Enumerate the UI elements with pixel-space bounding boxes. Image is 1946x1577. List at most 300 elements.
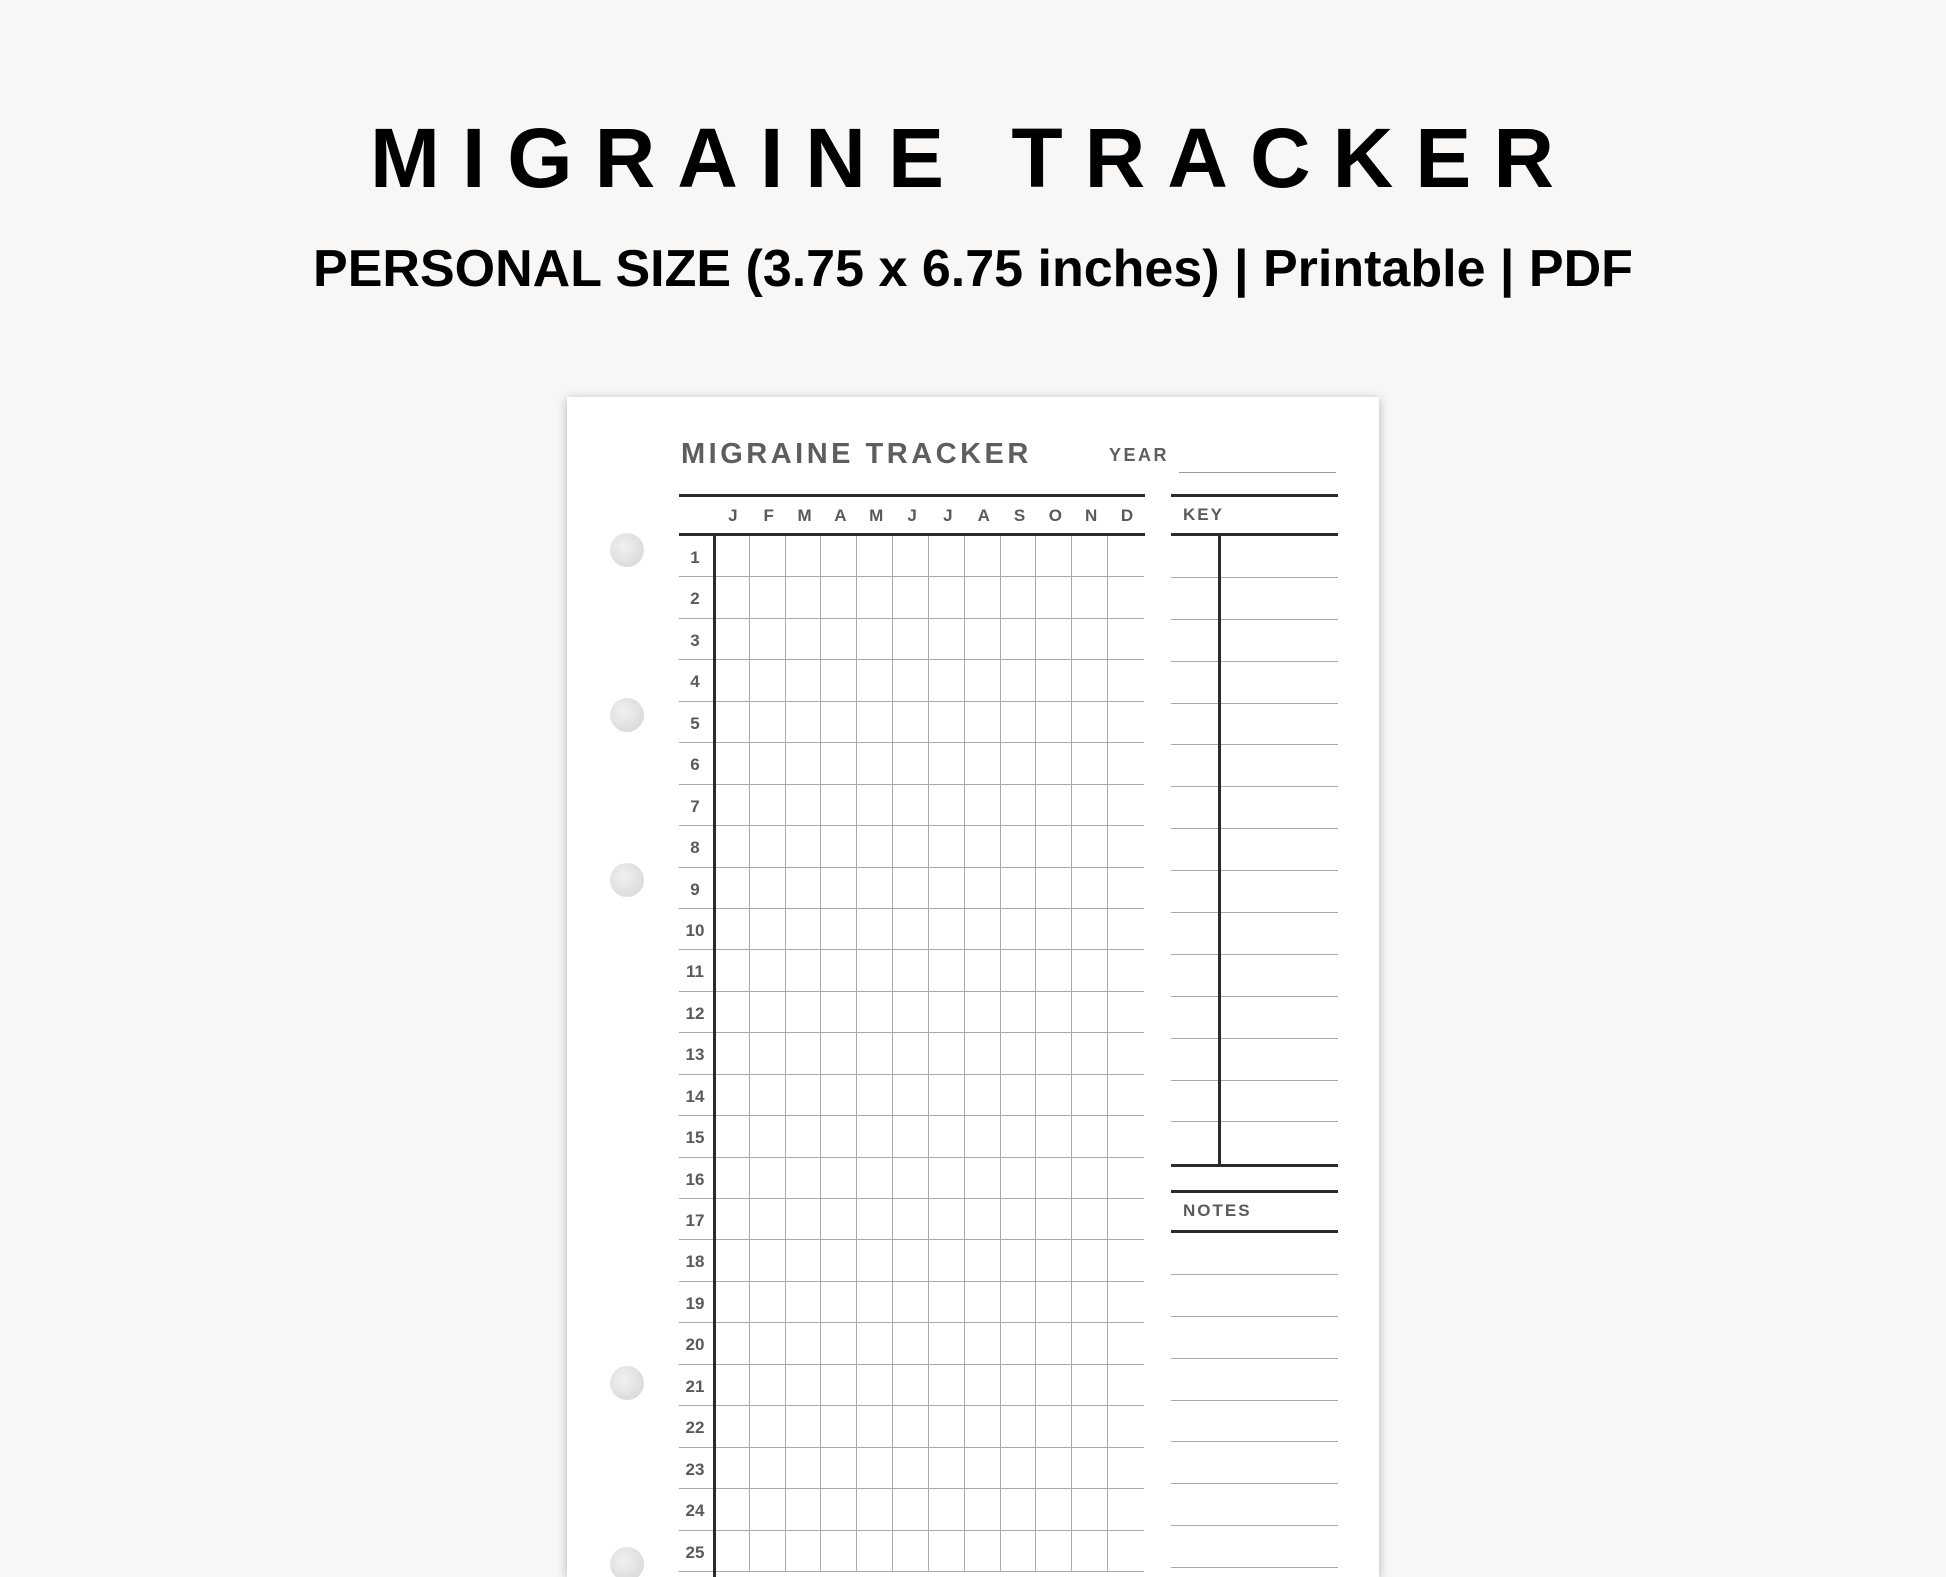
tracker-cell[interactable] — [786, 577, 822, 618]
tracker-cell[interactable] — [750, 868, 786, 909]
tracker-cell[interactable] — [786, 1531, 822, 1572]
tracker-cell[interactable] — [1001, 577, 1037, 618]
tracker-cell[interactable] — [965, 619, 1001, 660]
tracker-cell[interactable] — [929, 1075, 965, 1116]
key-line[interactable] — [1171, 620, 1338, 662]
tracker-cell[interactable] — [893, 702, 929, 743]
tracker-cell[interactable] — [893, 785, 929, 826]
tracker-cell[interactable] — [1072, 577, 1108, 618]
tracker-cell[interactable] — [1036, 1406, 1072, 1447]
tracker-cell[interactable] — [750, 743, 786, 784]
tracker-cell[interactable] — [1036, 1448, 1072, 1489]
tracker-cell[interactable] — [1072, 826, 1108, 867]
tracker-cell[interactable] — [893, 1116, 929, 1157]
tracker-cell[interactable] — [786, 619, 822, 660]
year-field[interactable] — [1179, 472, 1336, 473]
tracker-cell[interactable] — [1036, 1240, 1072, 1281]
tracker-cell[interactable] — [1036, 619, 1072, 660]
tracker-cell[interactable] — [1001, 992, 1037, 1033]
tracker-cell[interactable] — [1036, 660, 1072, 701]
tracker-cell[interactable] — [1001, 1448, 1037, 1489]
tracker-cell[interactable] — [750, 1075, 786, 1116]
tracker-cell[interactable] — [786, 1240, 822, 1281]
tracker-cell[interactable] — [1108, 1158, 1144, 1199]
key-line[interactable] — [1171, 955, 1338, 997]
tracker-cell[interactable] — [965, 1365, 1001, 1406]
tracker-cell[interactable] — [821, 992, 857, 1033]
key-line[interactable] — [1171, 829, 1338, 871]
tracker-cell[interactable] — [857, 1282, 893, 1323]
tracker-cell[interactable] — [1036, 1199, 1072, 1240]
tracker-cell[interactable] — [786, 1406, 822, 1447]
tracker-cell[interactable] — [1001, 1323, 1037, 1364]
key-line[interactable] — [1171, 745, 1338, 787]
tracker-cell[interactable] — [929, 950, 965, 991]
tracker-cell[interactable] — [750, 702, 786, 743]
tracker-cell[interactable] — [1036, 1282, 1072, 1323]
tracker-cell[interactable] — [1001, 826, 1037, 867]
tracker-cell[interactable] — [714, 826, 750, 867]
tracker-cell[interactable] — [965, 950, 1001, 991]
tracker-cell[interactable] — [1036, 1033, 1072, 1074]
tracker-cell[interactable] — [821, 1365, 857, 1406]
tracker-cell[interactable] — [965, 1323, 1001, 1364]
tracker-cell[interactable] — [750, 1489, 786, 1530]
tracker-cell[interactable] — [965, 992, 1001, 1033]
tracker-cell[interactable] — [965, 1158, 1001, 1199]
tracker-cell[interactable] — [929, 785, 965, 826]
tracker-cell[interactable] — [857, 785, 893, 826]
tracker-cell[interactable] — [965, 909, 1001, 950]
tracker-cell[interactable] — [893, 1075, 929, 1116]
tracker-cell[interactable] — [893, 1489, 929, 1530]
tracker-cell[interactable] — [893, 1199, 929, 1240]
tracker-cell[interactable] — [1108, 1489, 1144, 1530]
tracker-cell[interactable] — [714, 1365, 750, 1406]
tracker-cell[interactable] — [965, 1199, 1001, 1240]
tracker-cell[interactable] — [1036, 1116, 1072, 1157]
tracker-cell[interactable] — [821, 1448, 857, 1489]
tracker-cell[interactable] — [929, 619, 965, 660]
tracker-cell[interactable] — [1072, 660, 1108, 701]
tracker-cell[interactable] — [714, 577, 750, 618]
tracker-cell[interactable] — [1108, 868, 1144, 909]
tracker-cell[interactable] — [1036, 785, 1072, 826]
tracker-cell[interactable] — [714, 1448, 750, 1489]
tracker-cell[interactable] — [929, 1240, 965, 1281]
note-line[interactable] — [1171, 1233, 1338, 1275]
tracker-cell[interactable] — [821, 1158, 857, 1199]
tracker-cell[interactable] — [714, 1033, 750, 1074]
tracker-cell[interactable] — [1072, 1033, 1108, 1074]
tracker-cell[interactable] — [1108, 619, 1144, 660]
tracker-cell[interactable] — [821, 577, 857, 618]
tracker-cell[interactable] — [857, 536, 893, 577]
tracker-cell[interactable] — [1072, 1116, 1108, 1157]
tracker-cell[interactable] — [1072, 1323, 1108, 1364]
tracker-cell[interactable] — [1108, 785, 1144, 826]
tracker-cell[interactable] — [857, 868, 893, 909]
tracker-cell[interactable] — [929, 536, 965, 577]
tracker-cell[interactable] — [821, 1406, 857, 1447]
tracker-cell[interactable] — [750, 909, 786, 950]
note-line[interactable] — [1171, 1317, 1338, 1359]
tracker-cell[interactable] — [1001, 536, 1037, 577]
tracker-cell[interactable] — [857, 702, 893, 743]
tracker-cell[interactable] — [750, 1240, 786, 1281]
note-line[interactable] — [1171, 1442, 1338, 1484]
tracker-cell[interactable] — [821, 1033, 857, 1074]
tracker-cell[interactable] — [750, 1323, 786, 1364]
tracker-cell[interactable] — [1072, 909, 1108, 950]
tracker-cell[interactable] — [750, 950, 786, 991]
tracker-cell[interactable] — [714, 950, 750, 991]
tracker-cell[interactable] — [1001, 1282, 1037, 1323]
tracker-cell[interactable] — [786, 1158, 822, 1199]
tracker-cell[interactable] — [750, 826, 786, 867]
tracker-cell[interactable] — [893, 577, 929, 618]
tracker-cell[interactable] — [1072, 785, 1108, 826]
tracker-cell[interactable] — [857, 826, 893, 867]
tracker-cell[interactable] — [1036, 868, 1072, 909]
tracker-cell[interactable] — [965, 660, 1001, 701]
tracker-cell[interactable] — [965, 1033, 1001, 1074]
key-line[interactable] — [1171, 1039, 1338, 1081]
tracker-cell[interactable] — [786, 743, 822, 784]
tracker-cell[interactable] — [929, 868, 965, 909]
tracker-cell[interactable] — [750, 1365, 786, 1406]
tracker-cell[interactable] — [857, 743, 893, 784]
tracker-cell[interactable] — [1072, 743, 1108, 784]
tracker-cell[interactable] — [1108, 1406, 1144, 1447]
tracker-cell[interactable] — [750, 1282, 786, 1323]
tracker-cell[interactable] — [1108, 1365, 1144, 1406]
tracker-cell[interactable] — [893, 1323, 929, 1364]
tracker-cell[interactable] — [1072, 1365, 1108, 1406]
tracker-cell[interactable] — [929, 1158, 965, 1199]
tracker-cell[interactable] — [1108, 536, 1144, 577]
tracker-cell[interactable] — [714, 1116, 750, 1157]
tracker-cell[interactable] — [857, 577, 893, 618]
tracker-cell[interactable] — [750, 660, 786, 701]
tracker-cell[interactable] — [1108, 1240, 1144, 1281]
tracker-cell[interactable] — [857, 1033, 893, 1074]
tracker-cell[interactable] — [1072, 992, 1108, 1033]
tracker-cell[interactable] — [1036, 577, 1072, 618]
tracker-cell[interactable] — [714, 1158, 750, 1199]
tracker-cell[interactable] — [929, 1323, 965, 1364]
tracker-cell[interactable] — [893, 1158, 929, 1199]
tracker-cell[interactable] — [714, 1282, 750, 1323]
tracker-cell[interactable] — [965, 1282, 1001, 1323]
tracker-cell[interactable] — [1001, 1158, 1037, 1199]
tracker-cell[interactable] — [1108, 950, 1144, 991]
tracker-cell[interactable] — [1001, 1406, 1037, 1447]
tracker-cell[interactable] — [786, 660, 822, 701]
tracker-cell[interactable] — [1036, 1531, 1072, 1572]
tracker-cell[interactable] — [786, 992, 822, 1033]
tracker-cell[interactable] — [857, 1116, 893, 1157]
tracker-cell[interactable] — [1036, 743, 1072, 784]
tracker-cell[interactable] — [965, 702, 1001, 743]
tracker-cell[interactable] — [1108, 1116, 1144, 1157]
tracker-cell[interactable] — [750, 1448, 786, 1489]
tracker-cell[interactable] — [965, 1116, 1001, 1157]
tracker-cell[interactable] — [714, 536, 750, 577]
tracker-cell[interactable] — [786, 909, 822, 950]
tracker-cell[interactable] — [965, 536, 1001, 577]
tracker-cell[interactable] — [1036, 909, 1072, 950]
tracker-cell[interactable] — [1108, 702, 1144, 743]
tracker-cell[interactable] — [1001, 619, 1037, 660]
tracker-cell[interactable] — [929, 1406, 965, 1447]
tracker-cell[interactable] — [714, 1199, 750, 1240]
tracker-cell[interactable] — [1036, 536, 1072, 577]
tracker-cell[interactable] — [750, 785, 786, 826]
tracker-cell[interactable] — [1072, 1158, 1108, 1199]
tracker-cell[interactable] — [750, 1199, 786, 1240]
tracker-cell[interactable] — [750, 1033, 786, 1074]
tracker-cell[interactable] — [929, 909, 965, 950]
tracker-cell[interactable] — [786, 1199, 822, 1240]
tracker-cell[interactable] — [857, 992, 893, 1033]
tracker-cell[interactable] — [1001, 950, 1037, 991]
tracker-cell[interactable] — [893, 868, 929, 909]
tracker-cell[interactable] — [821, 702, 857, 743]
tracker-cell[interactable] — [714, 1406, 750, 1447]
tracker-cell[interactable] — [893, 992, 929, 1033]
tracker-cell[interactable] — [965, 1531, 1001, 1572]
tracker-cell[interactable] — [929, 577, 965, 618]
tracker-cell[interactable] — [857, 1240, 893, 1281]
tracker-cell[interactable] — [821, 660, 857, 701]
note-line[interactable] — [1171, 1401, 1338, 1443]
tracker-cell[interactable] — [714, 785, 750, 826]
tracker-cell[interactable] — [857, 1531, 893, 1572]
tracker-cell[interactable] — [786, 1033, 822, 1074]
tracker-cell[interactable] — [786, 536, 822, 577]
tracker-cell[interactable] — [1001, 909, 1037, 950]
tracker-cell[interactable] — [714, 909, 750, 950]
tracker-cell[interactable] — [1001, 1116, 1037, 1157]
tracker-cell[interactable] — [786, 1448, 822, 1489]
tracker-cell[interactable] — [786, 702, 822, 743]
tracker-cell[interactable] — [893, 536, 929, 577]
tracker-cell[interactable] — [1108, 743, 1144, 784]
tracker-cell[interactable] — [929, 1282, 965, 1323]
tracker-cell[interactable] — [893, 950, 929, 991]
tracker-cell[interactable] — [821, 619, 857, 660]
tracker-cell[interactable] — [1001, 660, 1037, 701]
tracker-cell[interactable] — [1001, 1199, 1037, 1240]
note-line[interactable] — [1171, 1484, 1338, 1526]
tracker-cell[interactable] — [821, 1323, 857, 1364]
key-line[interactable] — [1171, 536, 1338, 578]
tracker-cell[interactable] — [821, 1199, 857, 1240]
tracker-cell[interactable] — [1108, 1075, 1144, 1116]
tracker-cell[interactable] — [857, 909, 893, 950]
tracker-cell[interactable] — [1036, 950, 1072, 991]
tracker-cell[interactable] — [1108, 826, 1144, 867]
key-line[interactable] — [1171, 871, 1338, 913]
tracker-cell[interactable] — [893, 1448, 929, 1489]
tracker-cell[interactable] — [929, 743, 965, 784]
key-line[interactable] — [1171, 578, 1338, 620]
tracker-cell[interactable] — [1072, 1489, 1108, 1530]
tracker-cell[interactable] — [1072, 1282, 1108, 1323]
tracker-cell[interactable] — [786, 1282, 822, 1323]
tracker-cell[interactable] — [1072, 1240, 1108, 1281]
tracker-cell[interactable] — [1036, 1075, 1072, 1116]
tracker-cell[interactable] — [1036, 1323, 1072, 1364]
tracker-cell[interactable] — [750, 577, 786, 618]
tracker-cell[interactable] — [1001, 1075, 1037, 1116]
tracker-cell[interactable] — [821, 1116, 857, 1157]
tracker-cell[interactable] — [857, 1075, 893, 1116]
tracker-cell[interactable] — [786, 950, 822, 991]
tracker-cell[interactable] — [1108, 1033, 1144, 1074]
tracker-cell[interactable] — [965, 1406, 1001, 1447]
tracker-cell[interactable] — [857, 1199, 893, 1240]
tracker-cell[interactable] — [821, 1075, 857, 1116]
tracker-cell[interactable] — [893, 660, 929, 701]
tracker-cell[interactable] — [929, 992, 965, 1033]
key-line[interactable] — [1171, 787, 1338, 829]
tracker-cell[interactable] — [893, 826, 929, 867]
tracker-cell[interactable] — [1072, 536, 1108, 577]
tracker-cell[interactable] — [750, 619, 786, 660]
tracker-cell[interactable] — [929, 1531, 965, 1572]
note-line[interactable] — [1171, 1359, 1338, 1401]
tracker-cell[interactable] — [857, 1406, 893, 1447]
tracker-cell[interactable] — [893, 1365, 929, 1406]
key-line[interactable] — [1171, 662, 1338, 704]
tracker-cell[interactable] — [1036, 702, 1072, 743]
tracker-cell[interactable] — [714, 992, 750, 1033]
tracker-cell[interactable] — [714, 1531, 750, 1572]
tracker-cell[interactable] — [857, 1448, 893, 1489]
tracker-cell[interactable] — [786, 785, 822, 826]
tracker-cell[interactable] — [786, 1075, 822, 1116]
tracker-cell[interactable] — [714, 868, 750, 909]
tracker-cell[interactable] — [1001, 1365, 1037, 1406]
tracker-cell[interactable] — [821, 785, 857, 826]
tracker-cell[interactable] — [821, 1240, 857, 1281]
note-line[interactable] — [1171, 1526, 1338, 1568]
tracker-cell[interactable] — [821, 536, 857, 577]
tracker-cell[interactable] — [1072, 1406, 1108, 1447]
tracker-cell[interactable] — [893, 1282, 929, 1323]
tracker-cell[interactable] — [786, 1116, 822, 1157]
key-line[interactable] — [1171, 704, 1338, 746]
tracker-cell[interactable] — [1072, 702, 1108, 743]
tracker-cell[interactable] — [1108, 1531, 1144, 1572]
tracker-cell[interactable] — [821, 1531, 857, 1572]
tracker-cell[interactable] — [1072, 619, 1108, 660]
tracker-cell[interactable] — [857, 1365, 893, 1406]
tracker-cell[interactable] — [1072, 1531, 1108, 1572]
tracker-cell[interactable] — [929, 660, 965, 701]
tracker-cell[interactable] — [1108, 1282, 1144, 1323]
tracker-cell[interactable] — [714, 743, 750, 784]
tracker-cell[interactable] — [857, 660, 893, 701]
tracker-cell[interactable] — [929, 1116, 965, 1157]
tracker-cell[interactable] — [714, 619, 750, 660]
tracker-cell[interactable] — [1001, 1489, 1037, 1530]
tracker-cell[interactable] — [965, 577, 1001, 618]
tracker-cell[interactable] — [1072, 1448, 1108, 1489]
tracker-cell[interactable] — [965, 868, 1001, 909]
tracker-cell[interactable] — [821, 868, 857, 909]
tracker-cell[interactable] — [750, 1158, 786, 1199]
tracker-cell[interactable] — [929, 1199, 965, 1240]
tracker-cell[interactable] — [714, 1323, 750, 1364]
tracker-cell[interactable] — [750, 536, 786, 577]
tracker-cell[interactable] — [1001, 1531, 1037, 1572]
tracker-cell[interactable] — [1072, 950, 1108, 991]
note-line[interactable] — [1171, 1275, 1338, 1317]
tracker-cell[interactable] — [714, 702, 750, 743]
tracker-cell[interactable] — [1036, 992, 1072, 1033]
tracker-cell[interactable] — [893, 1406, 929, 1447]
tracker-cell[interactable] — [1001, 868, 1037, 909]
tracker-cell[interactable] — [929, 1448, 965, 1489]
tracker-cell[interactable] — [1001, 785, 1037, 826]
tracker-cell[interactable] — [821, 1282, 857, 1323]
key-line[interactable] — [1171, 913, 1338, 955]
tracker-cell[interactable] — [893, 619, 929, 660]
tracker-cell[interactable] — [1001, 1033, 1037, 1074]
tracker-cell[interactable] — [714, 1489, 750, 1530]
tracker-cell[interactable] — [1108, 1448, 1144, 1489]
tracker-cell[interactable] — [929, 702, 965, 743]
tracker-cell[interactable] — [1036, 1158, 1072, 1199]
tracker-cell[interactable] — [786, 1365, 822, 1406]
tracker-cell[interactable] — [786, 868, 822, 909]
tracker-cell[interactable] — [786, 1489, 822, 1530]
tracker-cell[interactable] — [1001, 743, 1037, 784]
tracker-cell[interactable] — [1036, 1365, 1072, 1406]
tracker-cell[interactable] — [965, 1448, 1001, 1489]
key-line[interactable] — [1171, 997, 1338, 1039]
tracker-cell[interactable] — [929, 1365, 965, 1406]
tracker-cell[interactable] — [821, 1489, 857, 1530]
tracker-cell[interactable] — [929, 1033, 965, 1074]
tracker-cell[interactable] — [1036, 1489, 1072, 1530]
tracker-cell[interactable] — [965, 1075, 1001, 1116]
tracker-cell[interactable] — [929, 826, 965, 867]
tracker-cell[interactable] — [786, 1323, 822, 1364]
tracker-cell[interactable] — [750, 1531, 786, 1572]
tracker-cell[interactable] — [1108, 660, 1144, 701]
tracker-cell[interactable] — [857, 1489, 893, 1530]
tracker-cell[interactable] — [1001, 702, 1037, 743]
tracker-cell[interactable] — [714, 1240, 750, 1281]
tracker-cell[interactable] — [893, 909, 929, 950]
tracker-cell[interactable] — [750, 1116, 786, 1157]
tracker-cell[interactable] — [1001, 1240, 1037, 1281]
tracker-cell[interactable] — [1108, 577, 1144, 618]
tracker-cell[interactable] — [821, 826, 857, 867]
tracker-cell[interactable] — [857, 950, 893, 991]
tracker-cell[interactable] — [893, 1240, 929, 1281]
tracker-cell[interactable] — [893, 743, 929, 784]
tracker-cell[interactable] — [965, 826, 1001, 867]
tracker-cell[interactable] — [965, 743, 1001, 784]
tracker-cell[interactable] — [786, 826, 822, 867]
tracker-cell[interactable] — [1108, 992, 1144, 1033]
tracker-cell[interactable] — [965, 1240, 1001, 1281]
